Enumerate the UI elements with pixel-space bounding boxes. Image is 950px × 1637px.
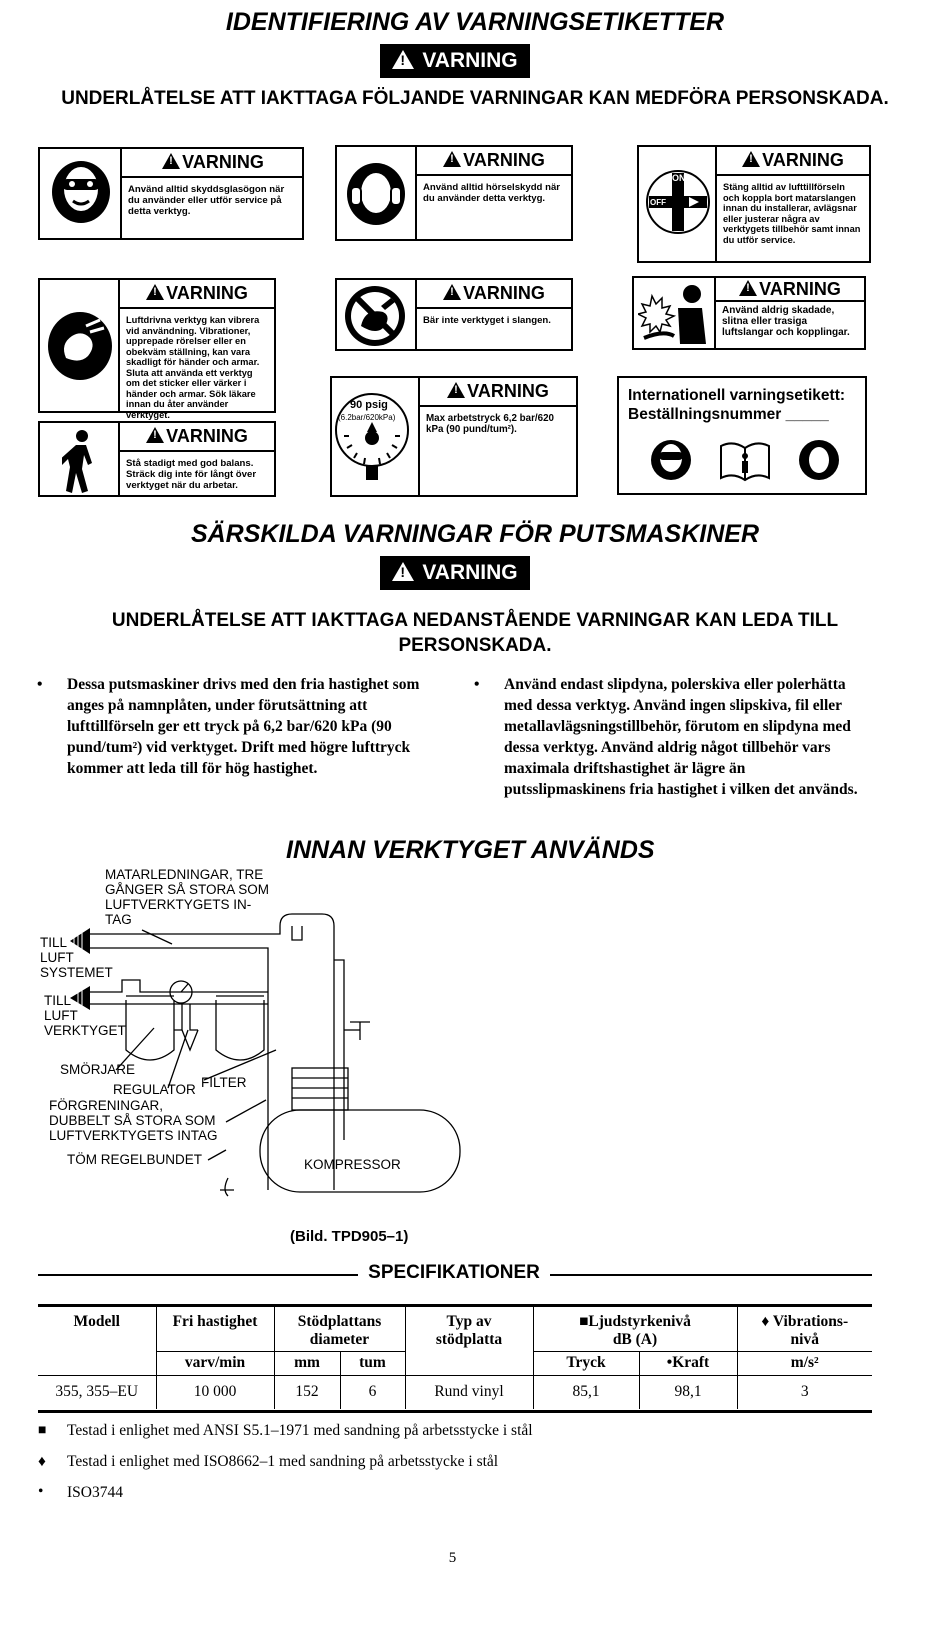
unit-mm: mm <box>274 1351 340 1375</box>
ear-protection-icon <box>345 161 407 227</box>
annotation-main-lines: MATARLEDNINGAR, TRE GÅNGER SÅ STORA SOM LUFTVERKTYGETS IN- TAG <box>105 867 270 927</box>
section-title-before-use: INNAN VERKTYGET ANVÄNDS <box>286 836 655 864</box>
col-sound-level: ■Ljudstyrkenivå dB (A) <box>533 1307 737 1351</box>
label-air-supply-off: ON OFF !VARNING Stäng alltid av lufttillförseln och koppla bort matarslangen innan du installerar, avlägsnar eller justerar några av verktygets tillbehör samt innan du utför service. <box>637 145 871 263</box>
label-goggles: !VARNING Använd alltid skyddsglasögon när du använder eller utför service på detta verktyg. <box>38 147 304 240</box>
annotation-filter: FILTER <box>201 1075 247 1090</box>
warning-bullet-speed: Dessa putsmaskiner drivs med den fria hastighet som anges på namnplåten, under förutsättning att lufttillförseln ger ett tryck på 6,2 bar/620 kPa (90 pund/tum²) vid verktyget. Drift med högre lufttryck kommer att leda till för hög hastighet. <box>67 676 420 777</box>
warning-bullet-accessories: Använd endast slipdyna, polerskiva eller polerhätta med dessa verktyg. Använd ingen slipskiva, fil eller metallavlägsningstillbehör, förutom en slipdyna med dessa verktyg. Använd aldrig något tillbehör vars maximala driftshastighet är lägre än putsslipmaskinens fria hastighet i vilken det används. <box>504 676 858 798</box>
warning-triangle-icon <box>162 153 180 169</box>
gauge-psig-text: 90 psig <box>350 399 388 411</box>
label-hearing-protection: !VARNING Använd alltid hörselskydd när du använder detta verktyg. <box>335 145 573 241</box>
annotation-regulator: REGULATOR <box>113 1082 196 1097</box>
unit-ms2: m/s² <box>737 1351 872 1375</box>
warning-triangle-icon <box>447 382 465 398</box>
ear-protection-icon <box>797 438 841 482</box>
pressure-gauge-icon <box>334 386 412 482</box>
gauge-kpa-text: (6.2bar/620kPa) <box>338 413 396 422</box>
page-number: 5 <box>448 1550 457 1566</box>
warning-triangle-icon <box>742 151 760 167</box>
label-max-pressure: 90 psig (6.2bar/620kPa) !VARNING Max arbetstryck 6,2 bar/620 kPa (90 pund/tum²). <box>330 376 578 497</box>
warning-badge: !VARNING <box>380 44 530 78</box>
col-pad-diameter: Stödplattans diameter <box>274 1307 405 1351</box>
unit-rpm: varv/min <box>156 1351 274 1375</box>
unit-inch: tum <box>340 1351 405 1375</box>
label-carry-by-hose: !VARNING Bär inte verktyget i slangen. <box>335 278 573 351</box>
goggles-icon <box>649 438 693 482</box>
burst-hose-icon <box>638 280 710 348</box>
col-pad-type: Typ av stödplatta <box>405 1307 533 1375</box>
warning-triangle-icon <box>739 280 757 296</box>
warning-triangle-icon <box>392 50 414 69</box>
warning-badge: !VARNING <box>380 556 530 590</box>
intl-label-line1: Internationell varningsetikett: <box>628 387 846 404</box>
warning-triangle-icon <box>392 562 414 581</box>
air-valve-off-icon <box>645 167 711 237</box>
label-international-warning <box>617 376 867 495</box>
bullet-icon: • <box>37 676 43 693</box>
label-vibration: !VARNING Luftdrivna verktyg kan vibrera vid användning. Vibrationer, upprepade rörelser eller en obekväm ställning, kan vara skadligt för händer och armar. Sluta att använda ett verktyg om det sticker eller värker i händer och armar. Sök läkare innan du åter använder verktyget. <box>38 278 276 413</box>
footnote-symbol: ■ <box>38 1423 47 1438</box>
specs-table <box>38 1307 872 1409</box>
bullet-icon: • <box>474 676 480 693</box>
col-model: Modell <box>38 1307 156 1351</box>
manual-book-icon <box>719 438 771 482</box>
specs-title: SPECIFIKATIONER <box>368 1262 540 1283</box>
annotation-to-air-system: TILL LUFT SYSTEMET <box>40 935 113 980</box>
divider <box>38 1274 358 1276</box>
section-subtitle: UNDERLÅTELSE ATT IAKTTAGA NEDANSTÅENDE VARNINGAR KAN LEDA TILL PERSONSKADA. <box>111 610 839 656</box>
warning-triangle-icon <box>146 284 164 300</box>
label-balance: !VARNING Stå stadigt med god balans. Sträck dig inte för långt över verktyget när du arbetar. <box>38 421 276 497</box>
footnote-ansi: Testad i enlighet med ANSI S5.1–1971 med sandning på arbetsstycke i stål <box>67 1422 533 1439</box>
footnote-symbol: ♦ <box>38 1453 46 1470</box>
unit-pressure: Tryck <box>533 1351 639 1375</box>
goggles-icon <box>50 159 112 225</box>
footnote-iso8662: Testad i enlighet med ISO8662–1 med sandning på arbetsstycke i stål <box>67 1453 499 1470</box>
warning-triangle-icon <box>443 151 461 167</box>
off-text: OFF <box>650 198 666 207</box>
warning-triangle-icon <box>146 427 164 443</box>
vibration-hand-icon <box>46 310 114 382</box>
section-title-sander-warnings: SÄRSKILDA VARNINGAR FÖR PUTSMASKINER <box>190 520 760 548</box>
annotation-to-air-tool: TILL LUFT VERKTYGET <box>44 993 126 1038</box>
section-subtitle: UNDERLÅTELSE ATT IAKTTAGA FÖLJANDE VARNINGAR KAN MEDFÖRA PERSONSKADA. <box>61 88 889 109</box>
annotation-compressor: KOMPRESSOR <box>304 1157 401 1172</box>
unit-power: •Kraft <box>639 1351 737 1375</box>
person-balance-icon <box>62 429 98 493</box>
annotation-lubricator: SMÖRJARE <box>60 1062 136 1077</box>
footnote-iso3744: ISO3744 <box>67 1484 123 1501</box>
col-free-speed: Fri hastighet <box>156 1307 274 1351</box>
warning-triangle-icon <box>443 284 461 300</box>
col-vibration: ♦ Vibrations- nivå <box>761 1313 849 1348</box>
table-header-row <box>38 1307 872 1351</box>
label-damaged-hoses: !VARNING Använd aldrig skadade, slitna eller trasiga luftslangar och kopplingar. <box>632 276 866 350</box>
section-title-warning-labels: IDENTIFIERING AV VARNINGSETIKETTER <box>225 8 725 36</box>
table-bottom-rule <box>38 1410 872 1413</box>
divider <box>550 1274 872 1276</box>
no-carry-by-hose-icon <box>343 284 407 348</box>
table-row: 355, 355–EU 10 000 152 6 Rund vinyl 85,1 98,1 3 <box>38 1375 872 1409</box>
footnote-symbol: • <box>38 1483 44 1500</box>
on-text: ON <box>672 173 686 183</box>
figure-caption: (Bild. TPD905–1) <box>290 1228 409 1245</box>
intl-label-order-number: Beställningsnummer _____ <box>628 406 829 423</box>
annotation-branches: FÖRGRENINGAR, DUBBELT SÅ STORA SOM LUFTVERKTYGETS INTAG <box>49 1098 218 1143</box>
annotation-drain: TÖM REGELBUNDET <box>67 1152 203 1167</box>
